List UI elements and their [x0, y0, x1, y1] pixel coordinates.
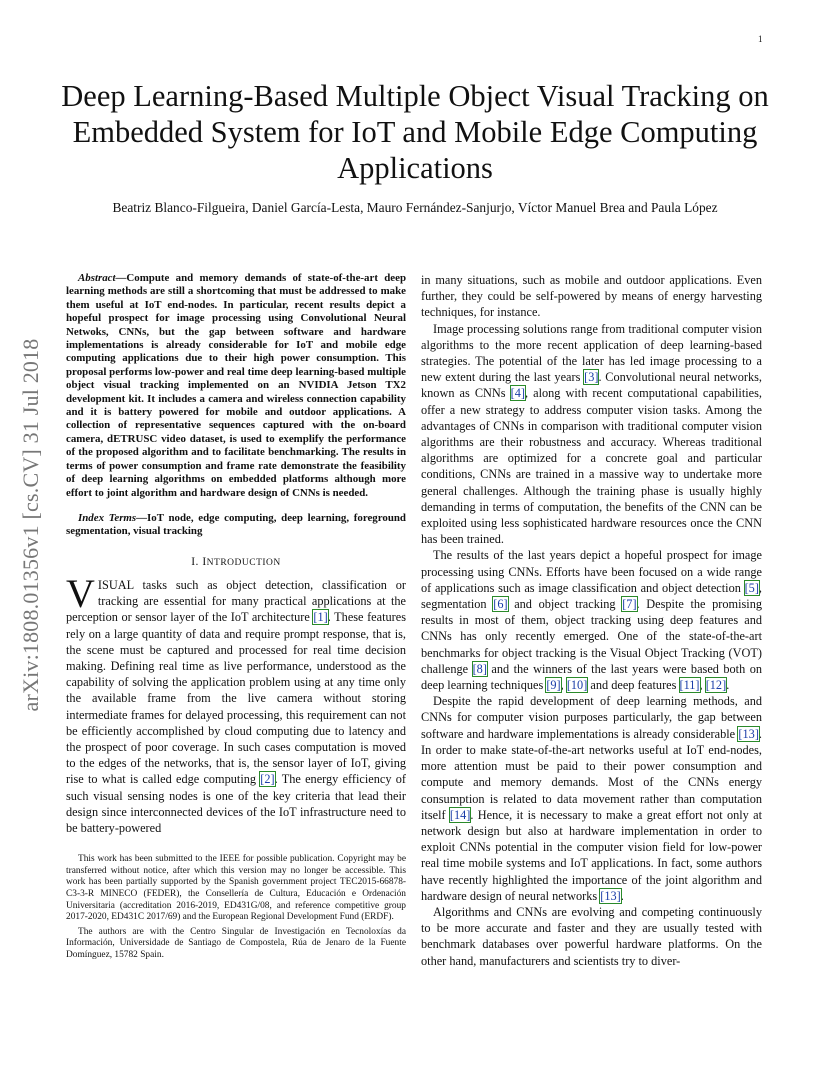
footnote-area — [66, 854, 406, 961]
index-terms — [66, 512, 406, 539]
right-column — [421, 272, 762, 969]
citation-link[interactable]: [10] — [566, 678, 588, 693]
footnote: This work has been submitted to the IEEE for possible publication. Copyright may be transferred without notice, after which this version may no longer be accessible. This work has been partially supported by the Spanish government project TEC2015-66878-C3-3-R MINECO (FEDER), the Consellería de Cultura, Educación e Ordenación Universitaria (accreditation 2016-2019, ED431G/08, and reference competitive group 2017-2020, ED431C 2017/69) and the European Regional Development Fund (ERDF). — [66, 854, 406, 923]
abstract — [66, 272, 406, 500]
arxiv-sidebar — [16, 295, 46, 755]
body-paragraph: The results of the last years depict a hopeful prospect for image processing using CNNs. Efforts have been focused on a wide range of applications such as image classification and object detection [5], segmentation [6] and object tracking [7]. Despite the promising results in most of them, object tracking using deep features and CNNs has only recently emerged. One of the state-of-the-art benchmarks for object tracking is the Visual Object Tracking (VOT) challenge [8] and the winners of the last years were based both on deep learning techniques [9], [10] and deep features [11], [12]. — [421, 548, 762, 693]
citation-link[interactable]: [7] — [622, 597, 637, 612]
arxiv-identifier: arXiv:1808.01356v1 [cs.CV] 31 Jul 2018 — [18, 338, 43, 712]
section-heading-introduction: I. INTRODUCTION — [191, 555, 281, 568]
index-terms-text: —IoT node, edge computing, deep learning, foreground segmentation, visual tracking — [66, 511, 406, 538]
drop-cap: V — [66, 570, 95, 616]
body-paragraph: Image processing solutions range from traditional computer vision algorithms to the more recent application of deep learning-based strategies. The potential of the later has led image processing to a new extent during the last years [3]. Convolutional neural networks, known as CNNs [4], along with recent computational capabilities, offer a new strategy to address computer vision tasks. Among the advantages of CNNs in comparison with traditional computer vision algorithms are their robustness and accuracy. Whereas traditional algorithms are optimized for a concrete goal and particular conditions, CNNs are trained in a massive way to undertake more general challenges. Although the training phase is usually highly demanding in terms of computation, the benefits of the CNN can be exploited using less sophisticated hardware resources once the CNN has been trained. — [421, 321, 762, 547]
citation-link[interactable]: [11] — [679, 678, 700, 693]
citation-link[interactable]: [13] — [600, 888, 621, 903]
paper-title: Deep Learning-Based Multiple Object Visual Tracking on Embedded System for IoT and Mobile Edge Computing Applications — [61, 79, 769, 185]
citation-link[interactable]: [3] — [584, 370, 599, 385]
footnote: The authors are with the Centro Singular de Investigación en Tecnoloxías da Información, Universidade de Santiago de Compostela, Rúa de Jenaro de la Fuente Domínguez, 15782 Spain. — [66, 926, 406, 960]
citation-link[interactable]: [1] — [313, 610, 328, 625]
left-column — [66, 272, 406, 962]
citation-link[interactable]: [12] — [705, 678, 727, 693]
intro-paragraph: VISUAL tasks such as object detection, classification or tracking are essential for many practical applications at the perception or sensor layer of the IoT architecture [1]. These features rely on a large quantity of data and require prompt response, that is, the scene must be captured and processed for real time decision making. Defining real time as live performance, understood as the capability of solving the application problem using at any time only the available frame from the live camera without storing intermediate frames for delayed processing, this requirement can not be efficiently accomplished by cloud computing due to latency and the prospect of poor coverage. In such cases computation is moved to the edges of the networks, that is, the sensor layer of IoT, giving rise to what is called edge computing [2]. The energy efficiency of such visual sensing nodes is one of the key criteria that lead their design since interconnected devices of the IoT infrastructure need to be battery-powered — [66, 570, 406, 835]
index-terms-label: Index Terms — [78, 511, 137, 524]
abstract-text: —Compute and memory demands of state-of-the-art deep learning methods are still a shortcoming that must be addressed to make them useful at IoT end-nodes. In particular, recent results depict a hopeful prospect for image processing using Convolutional Neural Netwoks, CNNs, but the gap between software and hardware implementations is already considerable for IoT and mobile edge computing applications due to their high power consumption. This proposal performs low-power and real time deep learning-based multiple object visual tracking implemented on an NVIDIA Jetson TX2 development kit. It includes a camera and wireless connection capability and it is battery powered for mobile and outdoor applications. A collection of representative sequences captured with the on-board camera, dETRUSC video dataset, is used to exemplify the performance of the proposed algorithm and to facilitate benchmarking. The results in terms of power consumption and frame rate demonstrate the feasibility of deep learning algorithms on embedded platforms although more effort to joint algorithm and hardware design of CNNs is needed. — [66, 272, 406, 499]
citation-link[interactable]: [6] — [493, 597, 508, 612]
body-paragraph: Algorithms and CNNs are evolving and competing continuously to be more accurate and faster and they are usually tested with benchmark databases over powerful hardware platforms. On the other hand, manufacturers and scientists try to diver- — [421, 904, 762, 968]
citation-link[interactable]: [2] — [260, 772, 275, 787]
body-paragraph: in many situations, such as mobile and outdoor applications. Even further, they could be self-powered by means of energy harvesting techniques, for instance. — [421, 273, 762, 320]
page-number: 1 — [758, 34, 763, 44]
author-list: Beatriz Blanco-Filgueira, Daniel García-Lesta, Mauro Fernández-Sanjurjo, Víctor Manuel Brea and Paula López — [112, 200, 718, 215]
citation-link[interactable]: [9] — [546, 678, 561, 693]
citation-link[interactable]: [8] — [472, 661, 487, 676]
body-paragraph: Despite the rapid development of deep learning methods, and CNNs for computer vision purposes particularly, the gap between software and hardware implementations is already considerable [13]. In order to make state-of-the-art networks useful at IoT end-nodes, more attention must be paid to their power consumption and compute and memory demands. Most of the CNNs energy consumption is related to data movement rather than computation itself [14]. Hence, it is necessary to make a great effort not only at network design but also at hardware implementation in order to exploit CNNs potential in the computer vision field for low-power real time mobile systems and IoT applications. In fact, some authors have recently highlighted the importance of the joint algorithm and hardware design of neural networks [13]. — [421, 694, 762, 903]
citation-link[interactable]: [4] — [510, 386, 525, 401]
citation-link[interactable]: [5] — [744, 580, 759, 595]
citation-link[interactable]: [13] — [738, 726, 759, 741]
abstract-label: Abstract — [78, 272, 116, 284]
citation-link[interactable]: [14] — [449, 807, 471, 822]
